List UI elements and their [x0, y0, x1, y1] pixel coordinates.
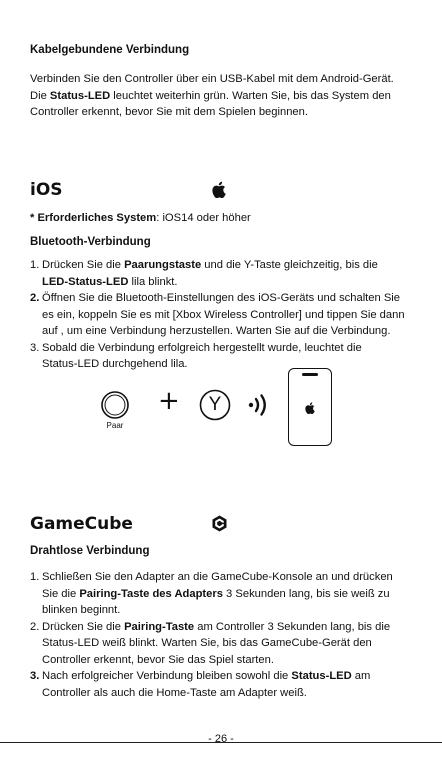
list-item: 3. Sobald die Verbindung erfolgreich hergestellt wurde, leuchtet die Status-LED durchgehend lila.	[30, 341, 362, 370]
ios-steps	[30, 257, 430, 373]
gamecube-icon	[212, 515, 227, 532]
plus-sign: +	[158, 386, 180, 416]
gamecube-title: GameCube	[30, 514, 133, 534]
list-item: 1. Schließen Sie den Adapter an die GameCube-Konsole an und drücken Sie die Pairing-Taste des Adapters 3 Sekunden lang, bis sie weiß zu blinken beginnt.	[30, 571, 393, 616]
wired-line-3: Controller erkennt, bevor Sie mit dem Spielen beginnen.	[30, 106, 308, 118]
ios-bluetooth-title: Bluetooth-Verbindung	[30, 236, 151, 248]
y-button-icon	[199, 389, 231, 421]
page-number: - 26 -	[208, 733, 234, 745]
phone-notch	[302, 373, 318, 376]
list-item: 2. Öffnen Sie die Bluetooth-Einstellungen des iOS-Geräts und schalten Sie es ein, koppeln Sie es mit [Xbox Wireless Controller] und tippen Sie dann auf , um eine Verbindung herzustellen. Warten Sie auf die Verbindung.	[30, 292, 405, 337]
list-item: 1. Drücken Sie die Paarungstaste und die Y-Taste gleichzeitig, bis die LED-Status-LED lila blinkt.	[30, 259, 378, 288]
ios-title: iOS	[30, 180, 63, 200]
phone-illustration	[288, 368, 332, 446]
list-item: 2. Drücken Sie die Pairing-Taste am Controller 3 Sekunden lang, bis die Status-LED weiß blinkt. Warten Sie, bis das GameCube-Gerät den Controller erkennt, bevor Sie das Spiel starten.	[30, 620, 391, 666]
footer-divider	[0, 742, 442, 743]
wireless-signal-icon	[248, 393, 270, 417]
wired-title: Kabelgebundene Verbindung	[30, 44, 190, 56]
wired-line-2: Die Status-LED leuchtet weiterhin grün. Warten Sie, bis das System den	[30, 89, 391, 102]
gamecube-steps	[30, 569, 430, 701]
y-button-label: Y	[208, 394, 222, 415]
apple-icon	[305, 402, 315, 414]
pair-button-icon	[100, 390, 130, 420]
list-item: 3. Nach erfolgreicher Verbindung bleiben sowohl die Status-LED am Controller als auch die Home-Taste am Adapter weiß.	[30, 670, 371, 699]
wired-paragraph	[30, 71, 420, 121]
status-led-term: Status-LED	[49, 89, 111, 102]
gamecube-subtitle: Drahtlose Verbindung	[30, 545, 150, 557]
apple-icon	[212, 181, 226, 198]
pair-label: Paar	[106, 421, 124, 430]
ios-requirement: * Erforderliches System: iOS14 oder höher	[30, 212, 251, 224]
wired-line-1: Verbinden Sie den Controller über ein USB-Kabel mit dem Android-Gerät.	[30, 73, 394, 85]
